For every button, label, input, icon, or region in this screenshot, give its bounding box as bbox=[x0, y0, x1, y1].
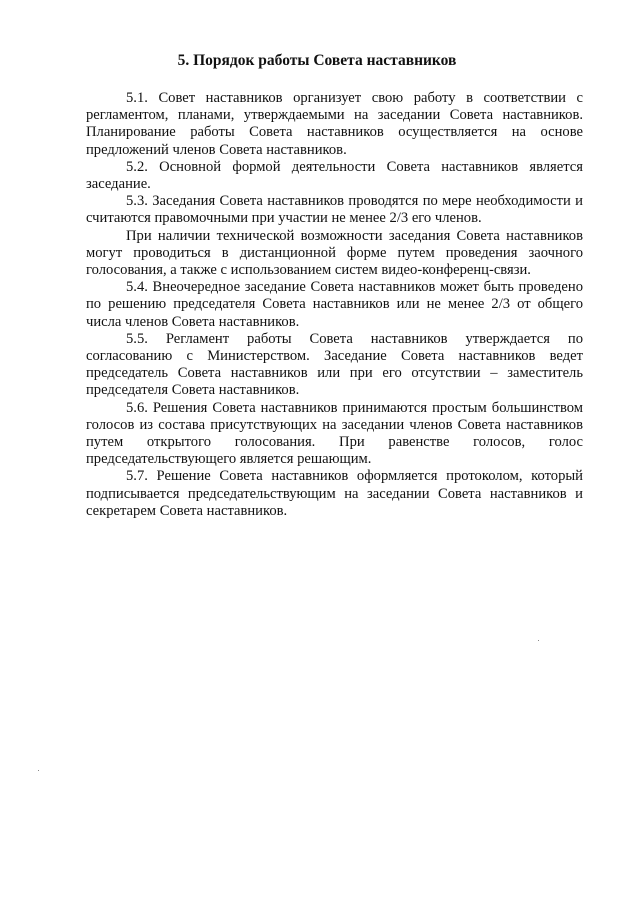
scan-speck bbox=[538, 640, 539, 641]
paragraph-5-6: 5.6. Решения Совета наставников принимаются простым большинством голосов из состава присутствующих на заседании членов Совета наставников путем открытого голосования. При равенстве голосов, голос председательствующего является решающим. bbox=[86, 399, 583, 468]
paragraph-5-2: 5.2. Основной формой деятельности Совета наставников является заседание. bbox=[86, 158, 583, 193]
paragraph-5-7: 5.7. Решение Совета наставников оформляется протоколом, который подписывается председательствующим на заседании Совета наставников и секретарем Совета наставников. bbox=[86, 468, 583, 519]
paragraph-5-1: 5.1. Совет наставников организует свою работу в соответствии с регламентом, планами, утверждаемыми на заседании Совета наставников. Планирование работы Совета наставников осуществляется на основе предложений членов Совета наставников. bbox=[86, 90, 583, 158]
section-body bbox=[86, 90, 583, 520]
paragraph-remote-meetings: При наличии технической возможности заседания Совета наставников могут проводиться в дистанционной форме путем проведения заочного голосования, а также с использованием систем видео-конференц-связи. bbox=[86, 227, 583, 279]
paragraph-5-5: 5.5. Регламент работы Совета наставников утверждается по согласованию с Министерством. Заседание Совета наставников ведет председатель Совета наставников или при его отсутствии – заместитель председателя Совета наставников. bbox=[86, 330, 583, 399]
section-heading: 5. Порядок работы Совета наставников bbox=[177, 52, 457, 69]
scan-speck bbox=[38, 770, 39, 771]
paragraph-5-3: 5.3. Заседания Совета наставников проводятся по мере необходимости и считаются правомочными при участии не менее 2/3 его членов. bbox=[86, 193, 583, 227]
paragraph-5-4: 5.4. Внеочередное заседание Совета наставников может быть проведено по решению председателя Совета наставников или не менее 2/3 от общего числа членов Совета наставников. bbox=[86, 279, 583, 330]
